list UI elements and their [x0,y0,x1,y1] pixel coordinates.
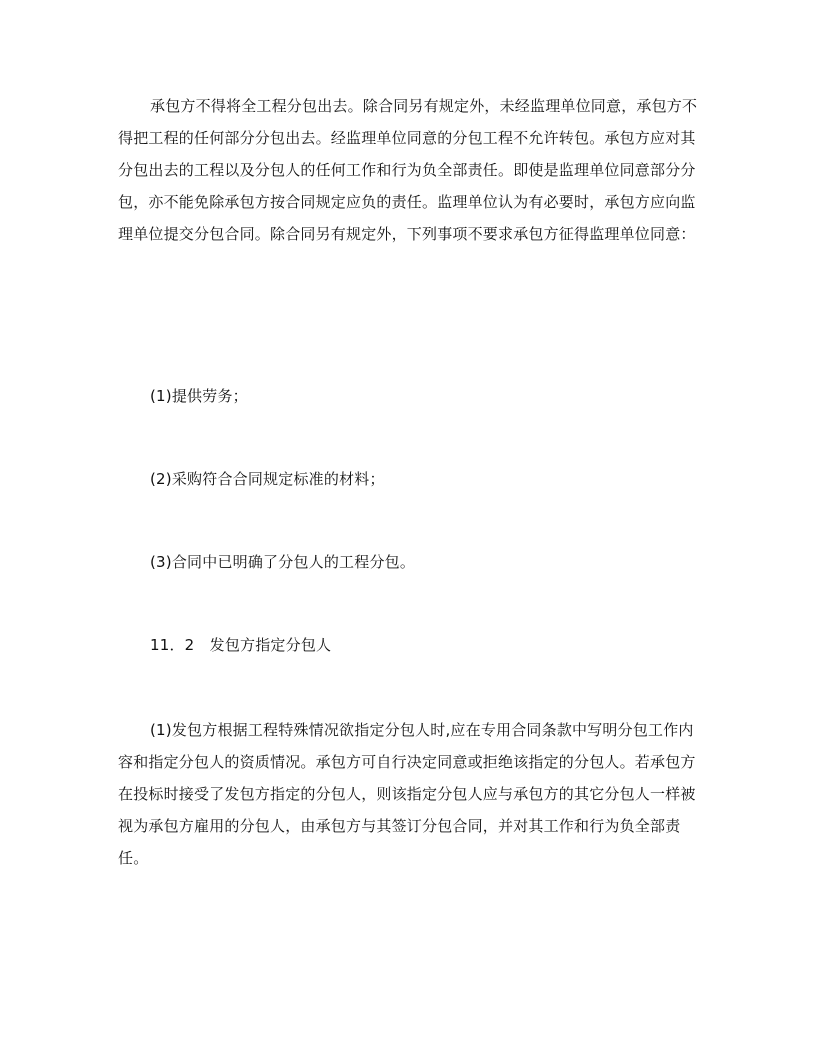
paragraph-designated-subcontractor: (1)发包方根据工程特殊情况欲指定分包人时,应在专用合同条款中写明分包工作内容和指定分包人的资质情况。承包方可自行决定同意或拒绝该指定的分包人。若承包方在投标时接受了发包方指定的分包人，则该指定分包人应与承包方的其它分包人一样被视为承包方雇用的分包人，由承包方与其签订分包合同，并对其工作和行为负全部责任。 [118,721,696,867]
list-item-labor: (1)提供劳务； [150,387,248,405]
paragraph-subcontract-rules: 承包方不得将全工程分包出去。除合同另有规定外，未经监理单位同意，承包方不得把工程的任何部分分包出去。经监理单位同意的分包工程不允许转包。承包方应对其分包出去的工程以及分包人的任何工作和行为负全部责任。即使是监理单位同意部分分包，亦不能免除承包方按合同规定应负的责任。监理单位认为有必要时，承包方应向监理单位提交分包合同。除合同另有规定外，下列事项不要求承包方征得监理单位同意： [118,97,698,243]
list-item-contract-subcontract: (3)合同中已明确了分包人的工程分包。 [150,553,416,571]
list-item-materials: (2)采购符合合同规定标准的材料； [150,470,385,488]
section-heading-11-2: 11．2 发包方指定分包人 [150,636,332,654]
